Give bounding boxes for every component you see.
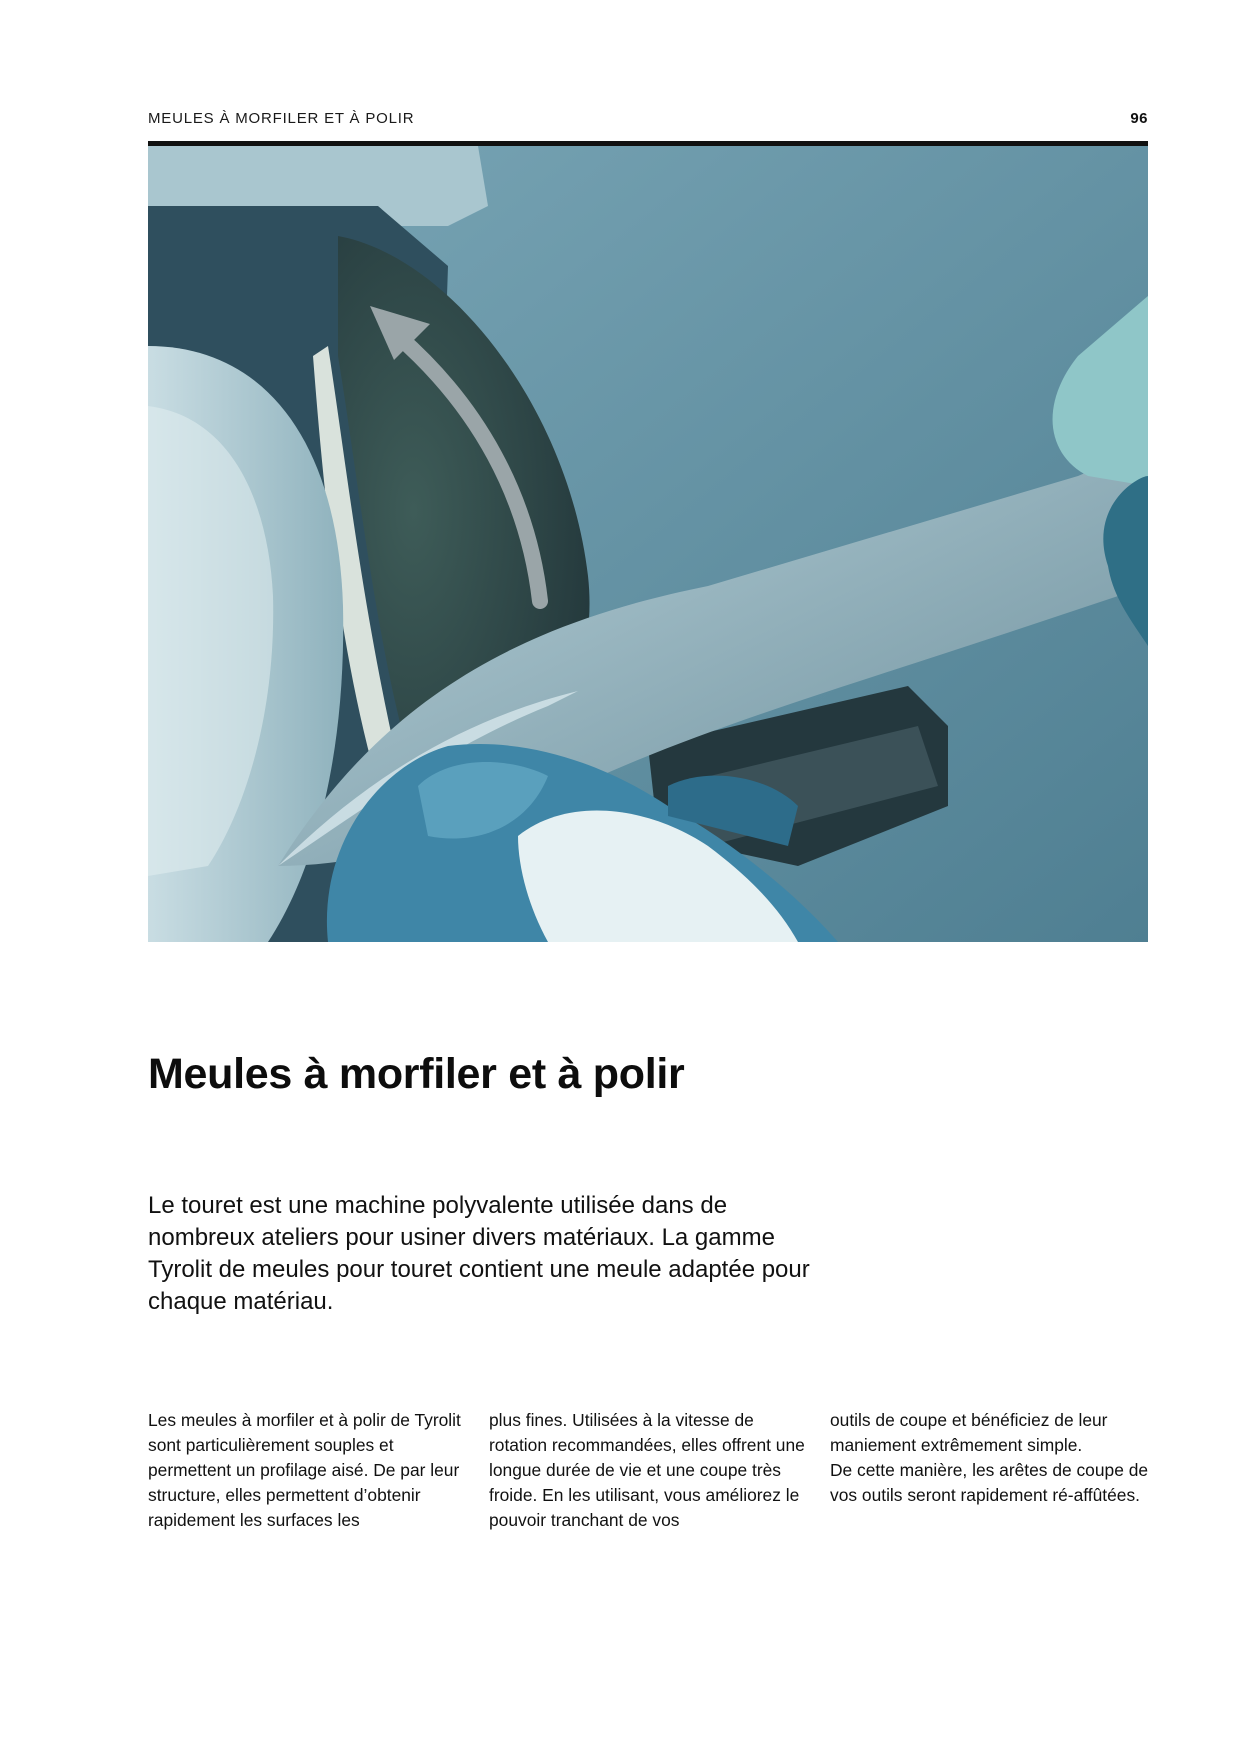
body-columns — [148, 1408, 1148, 1548]
body-column-2 — [489, 1408, 809, 1533]
page-number: 96 — [1130, 110, 1148, 127]
body-column-3 — [830, 1408, 1150, 1508]
intro-paragraph: Le touret est une machine polyvalente utilisée dans de nombreux ateliers pour usiner divers matériaux. La gamme Tyrolit de meules pour touret contient une meule adaptée pour chaque matériau. — [148, 1192, 810, 1315]
body-text: Les meules à morfiler et à polir de Tyrolit sont particulièrement souples et permettent un profilage aisé. De par leur structure, elles permettent d’obtenir rapidement les surfaces les — [148, 1410, 461, 1530]
body-text: plus fines. Utilisées à la vitesse de rotation recommandées, elles offrent une longue durée de vie et une coupe très froide. En les utilisant, vous améliorez le pouvoir tranchant de vos — [489, 1410, 805, 1530]
bench-grinder-illustration — [148, 146, 1148, 942]
body-column-1 — [148, 1408, 468, 1533]
page-title: Meules à morfiler et à polir — [148, 1050, 685, 1098]
page-header — [148, 110, 1148, 134]
hero-photo — [148, 146, 1148, 942]
body-text: outils de coupe et bénéficiez de leur maniement extrêmement simple. — [830, 1410, 1108, 1455]
section-title: MEULES À MORFILER ET À POLIR — [148, 110, 415, 127]
body-text: De cette manière, les arêtes de coupe de vos outils seront rapidement ré-affûtées. — [830, 1460, 1149, 1505]
